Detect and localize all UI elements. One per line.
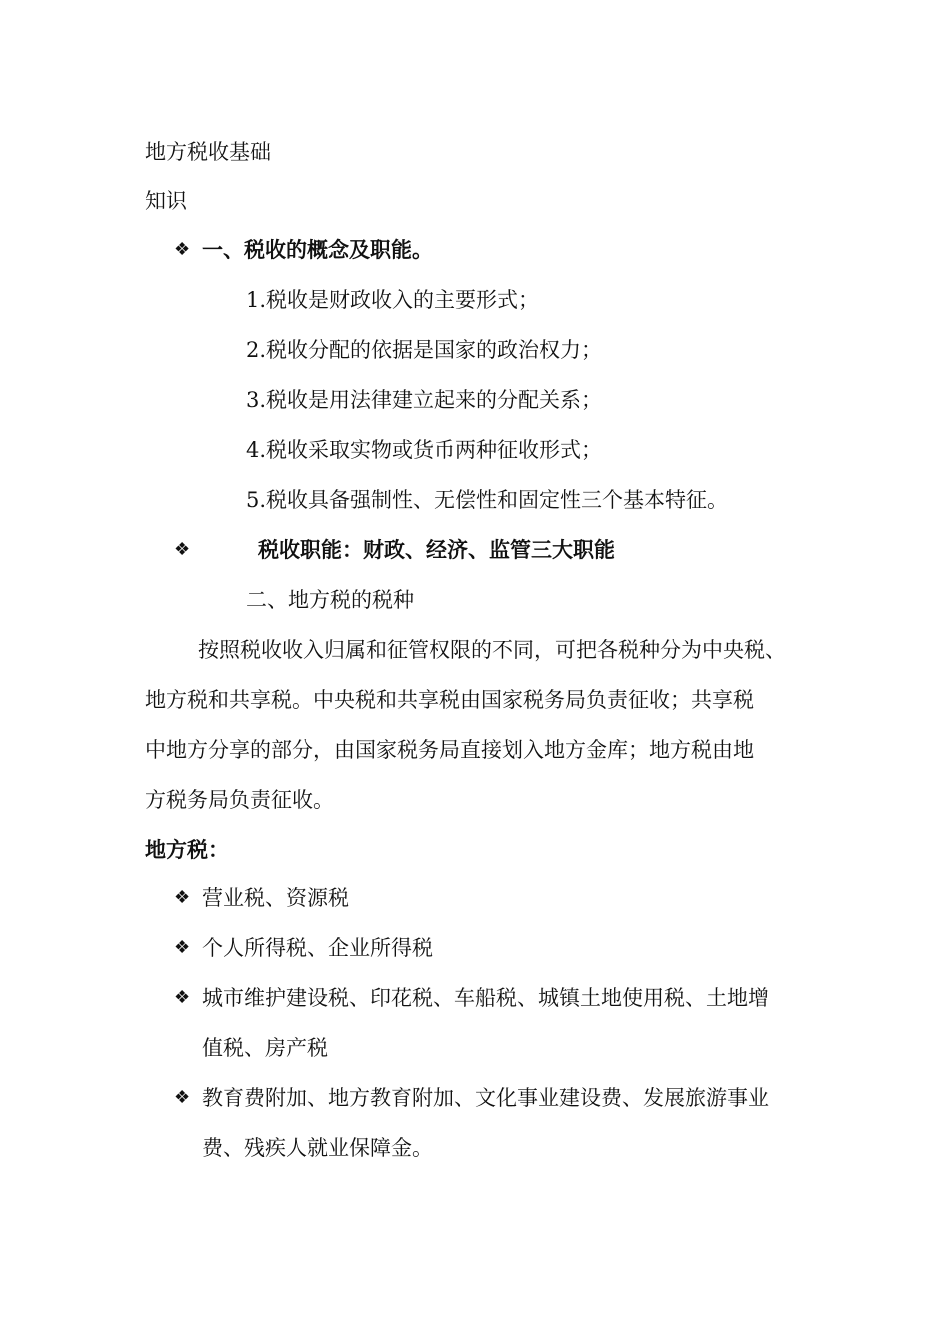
doc-title-line1: 地方税收基础 (145, 140, 271, 164)
local-tax-item-2: 个人所得税、企业所得税 (202, 936, 433, 960)
local-tax-item-3: 城市维护建设税、印花税、车船税、城镇土地使用税、土地增 (202, 986, 769, 1010)
local-tax-item-1: 营业税、资源税 (202, 886, 349, 910)
diamond-bullet-icon: ❖ (174, 239, 191, 260)
diamond-bullet-icon: ❖ (174, 887, 191, 908)
section1-item-5: 5.税收具备强制性、无偿性和固定性三个基本特征。 (246, 488, 729, 512)
doc-title-line2: 知识 (145, 189, 187, 213)
diamond-bullet-icon: ❖ (174, 937, 191, 958)
diamond-bullet-icon: ❖ (174, 987, 191, 1008)
paragraph-line-1: 按照税收收入归属和征管权限的不同，可把各税种分为中央税、 (198, 638, 786, 662)
section1-heading: 一、税收的概念及职能。 (202, 237, 433, 262)
paragraph-line-4: 方税务局负责征收。 (145, 788, 334, 812)
section1-item-1: 1.税收是财政收入的主要形式； (246, 288, 540, 312)
section1-item-4: 4.税收采取实物或货币两种征收形式； (246, 438, 603, 462)
local-tax-item-3-cont: 值税、房产税 (202, 1036, 328, 1060)
diamond-bullet-icon: ❖ (174, 539, 191, 560)
diamond-bullet-icon: ❖ (174, 1087, 191, 1108)
functions-line: 税收职能：财政、经济、监管三大职能 (258, 537, 615, 562)
section2-heading: 二、地方税的税种 (246, 588, 414, 612)
section1-item-3: 3.税收是用法律建立起来的分配关系； (246, 388, 603, 412)
section1-item-2: 2.税收分配的依据是国家的政治权力； (246, 338, 603, 362)
paragraph-line-2: 地方税和共享税。中央税和共享税由国家税务局负责征收；共享税 (145, 688, 754, 712)
paragraph-line-3: 中地方分享的部分，由国家税务局直接划入地方金库；地方税由地 (145, 738, 754, 762)
local-tax-label: 地方税： (145, 837, 229, 862)
local-tax-item-4: 教育费附加、地方教育附加、文化事业建设费、发展旅游事业 (202, 1086, 769, 1110)
local-tax-item-4-cont: 费、残疾人就业保障金。 (202, 1136, 433, 1160)
